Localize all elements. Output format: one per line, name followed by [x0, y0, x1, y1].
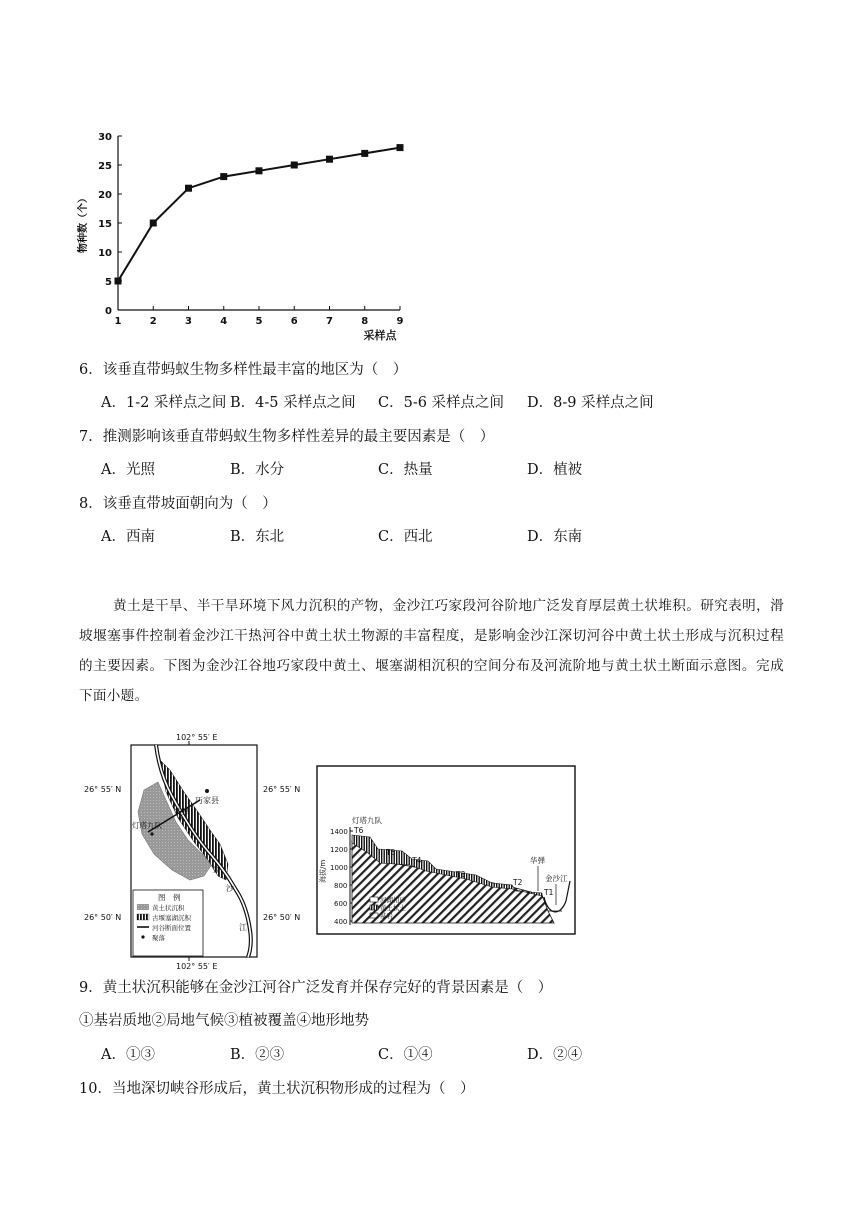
- map-legend-item-2: 古堰塞湖沉积: [152, 914, 191, 922]
- chart-point: [115, 278, 122, 285]
- chart-point: [291, 162, 298, 169]
- section-legend-item-3: 基岩: [380, 912, 393, 920]
- terrace-t5: T5: [386, 848, 396, 857]
- question-6-option-a[interactable]: A．1-2 采样点之间: [101, 395, 227, 411]
- question-7-option-d[interactable]: D．植被: [527, 462, 583, 478]
- map-legend-title: 图 例: [158, 893, 181, 902]
- question-8-stem: 8．该垂直带坡面朝向为（ ）: [79, 496, 277, 512]
- map-place-huatan: 华弾: [174, 807, 189, 816]
- terrace-t4: T4: [412, 856, 422, 865]
- species-line-chart: [74, 124, 424, 354]
- map-lon-bottom: 102° 55′ E: [176, 962, 218, 970]
- question-6-stem: 6．该垂直带蚂蚁生物多样性最丰富的地区为（ ）: [79, 362, 408, 378]
- section-place-dengta: 灯塔九队: [352, 816, 382, 825]
- chart-x-tick-label: 8: [361, 316, 369, 327]
- section-ytick-600: 600: [334, 900, 348, 908]
- chart-point: [256, 167, 263, 174]
- section-legend-item-2: 黄土状土: [380, 904, 406, 912]
- section-ytick-400: 400: [334, 918, 348, 926]
- question-6-option-c[interactable]: C．5-6 采样点之间: [378, 395, 505, 411]
- question-6-option-d[interactable]: D．8-9 采样点之间: [527, 395, 654, 411]
- river-char-1: 金: [212, 865, 220, 874]
- chart-point: [326, 156, 333, 163]
- terrace-t2: T2: [513, 878, 523, 887]
- question-7-option-a[interactable]: A．光照: [101, 462, 155, 478]
- map-lat-upper-left: 26° 55′ N: [84, 785, 122, 794]
- section-ytick-1400: 1400: [330, 828, 348, 836]
- question-8-option-c[interactable]: C．西北: [378, 529, 433, 545]
- question-9-statements: ①基岩质地②局地气候③植被覆盖④地形地势: [79, 1013, 369, 1029]
- chart-y-tick-label: 30: [98, 132, 112, 143]
- chart-y-tick-label: 15: [98, 219, 112, 230]
- chart-y-tick-label: 5: [105, 277, 112, 288]
- question-9-stem: 9．黄土状沉积能够在金沙江河谷广泛发育并保存完好的背景因素是（ ）: [79, 980, 553, 996]
- question-9-option-b[interactable]: B．②③: [230, 1047, 285, 1063]
- jinsha-river-map: [80, 730, 320, 970]
- chart-x-tick-label: 1: [114, 316, 122, 327]
- map-legend-item-3: 河谷断面位置: [152, 924, 191, 932]
- chart-x-tick-label: 6: [290, 316, 298, 327]
- map-lat-lower-right: 26° 50′ N: [263, 913, 301, 922]
- map-legend-item-1: 黄土状沉积: [152, 904, 185, 912]
- terrace-t1: T1: [544, 888, 554, 897]
- section-ytick-1000: 1000: [330, 864, 348, 872]
- map-legend-item-4: 聚落: [152, 934, 165, 942]
- question-7-option-b[interactable]: B．水分: [230, 462, 285, 478]
- map-lat-lower-left: 26° 50′ N: [84, 913, 122, 922]
- reading-passage: 黄土是干旱、半干旱环境下风力沉积的产物，金沙江巧家段河谷阶地广泛发育厚层黄土状堆积。研究表明，滑坡堰塞事件控制着金沙江干热河谷中黄土状土物源的丰富程度，是影响金沙江深切河谷中黄土状土形成与沉积过程的主要因素。下图为金沙江谷地巧家段中黄土、堰塞湖相沉积的空间分布及河流阶地与黄土状土断面示意图。完成下面小题。: [79, 598, 784, 704]
- section-ytick-800: 800: [334, 882, 348, 890]
- section-ytick-1200: 1200: [330, 846, 348, 854]
- chart-x-tick-label: 7: [326, 316, 333, 327]
- chart-y-tick-label: 10: [98, 248, 112, 259]
- map-lon-top: 102° 55′ E: [176, 733, 218, 742]
- chart-x-tick-label: 9: [396, 316, 404, 327]
- chart-y-label: 物种数（个）: [78, 193, 89, 253]
- question-9-option-c[interactable]: C．①④: [378, 1047, 433, 1063]
- terrace-t6: T6: [354, 826, 364, 835]
- chart-x-tick-label: 4: [220, 316, 228, 327]
- question-9-option-d[interactable]: D．②④: [527, 1047, 583, 1063]
- map-town-label: 巧家县: [195, 796, 219, 805]
- question-8-option-d[interactable]: D．东南: [527, 529, 583, 545]
- map-lat-upper-right: 26° 55′ N: [263, 785, 301, 794]
- chart-y-tick-label: 20: [98, 190, 112, 201]
- question-8-option-b[interactable]: B．东北: [230, 529, 285, 545]
- settlement-qiaojia: [205, 789, 209, 793]
- settlement-huatan: [178, 816, 181, 819]
- terrace-t3: T3: [456, 870, 466, 879]
- section-legend-item-1: 河湖相砂: [380, 896, 406, 904]
- chart-y-tick-label: 0: [105, 306, 112, 317]
- chart-point: [397, 144, 404, 151]
- map-place-dengta: 灯塔九队: [132, 821, 162, 830]
- section-place-huatan: 华弾: [530, 856, 545, 865]
- settlement-dengta: [150, 832, 153, 835]
- chart-x-label: 采样点: [363, 329, 397, 342]
- chart-point: [185, 185, 192, 192]
- question-10-stem: 10．当地深切峡谷形成后，黄土状沉积物形成的过程为（ ）: [79, 1081, 475, 1097]
- chart-x-tick-label: 3: [185, 316, 192, 327]
- question-9-option-a[interactable]: A．①③: [101, 1047, 155, 1063]
- chart-point: [361, 150, 368, 157]
- chart-x-tick-label: 5: [255, 316, 263, 327]
- section-y-label: 海拔/m: [319, 859, 327, 883]
- section-place-jinsha: 金沙江: [545, 874, 568, 883]
- chart-y-tick-label: 25: [98, 161, 112, 172]
- question-7-option-c[interactable]: C．热量: [378, 462, 433, 478]
- question-7-stem: 7．推测影响该垂直带蚂蚁生物多样性差异的最主要因素是（ ）: [79, 429, 495, 445]
- question-6-option-b[interactable]: B．4-5 采样点之间: [230, 395, 356, 411]
- chart-point: [150, 220, 157, 227]
- chart-point: [220, 173, 227, 180]
- terrace-section-diagram: [316, 765, 578, 935]
- river-char-2: 沙: [226, 884, 234, 893]
- question-8-option-a[interactable]: A．西南: [101, 529, 155, 545]
- river-char-3: 江: [239, 923, 247, 932]
- chart-x-tick-label: 2: [149, 316, 157, 327]
